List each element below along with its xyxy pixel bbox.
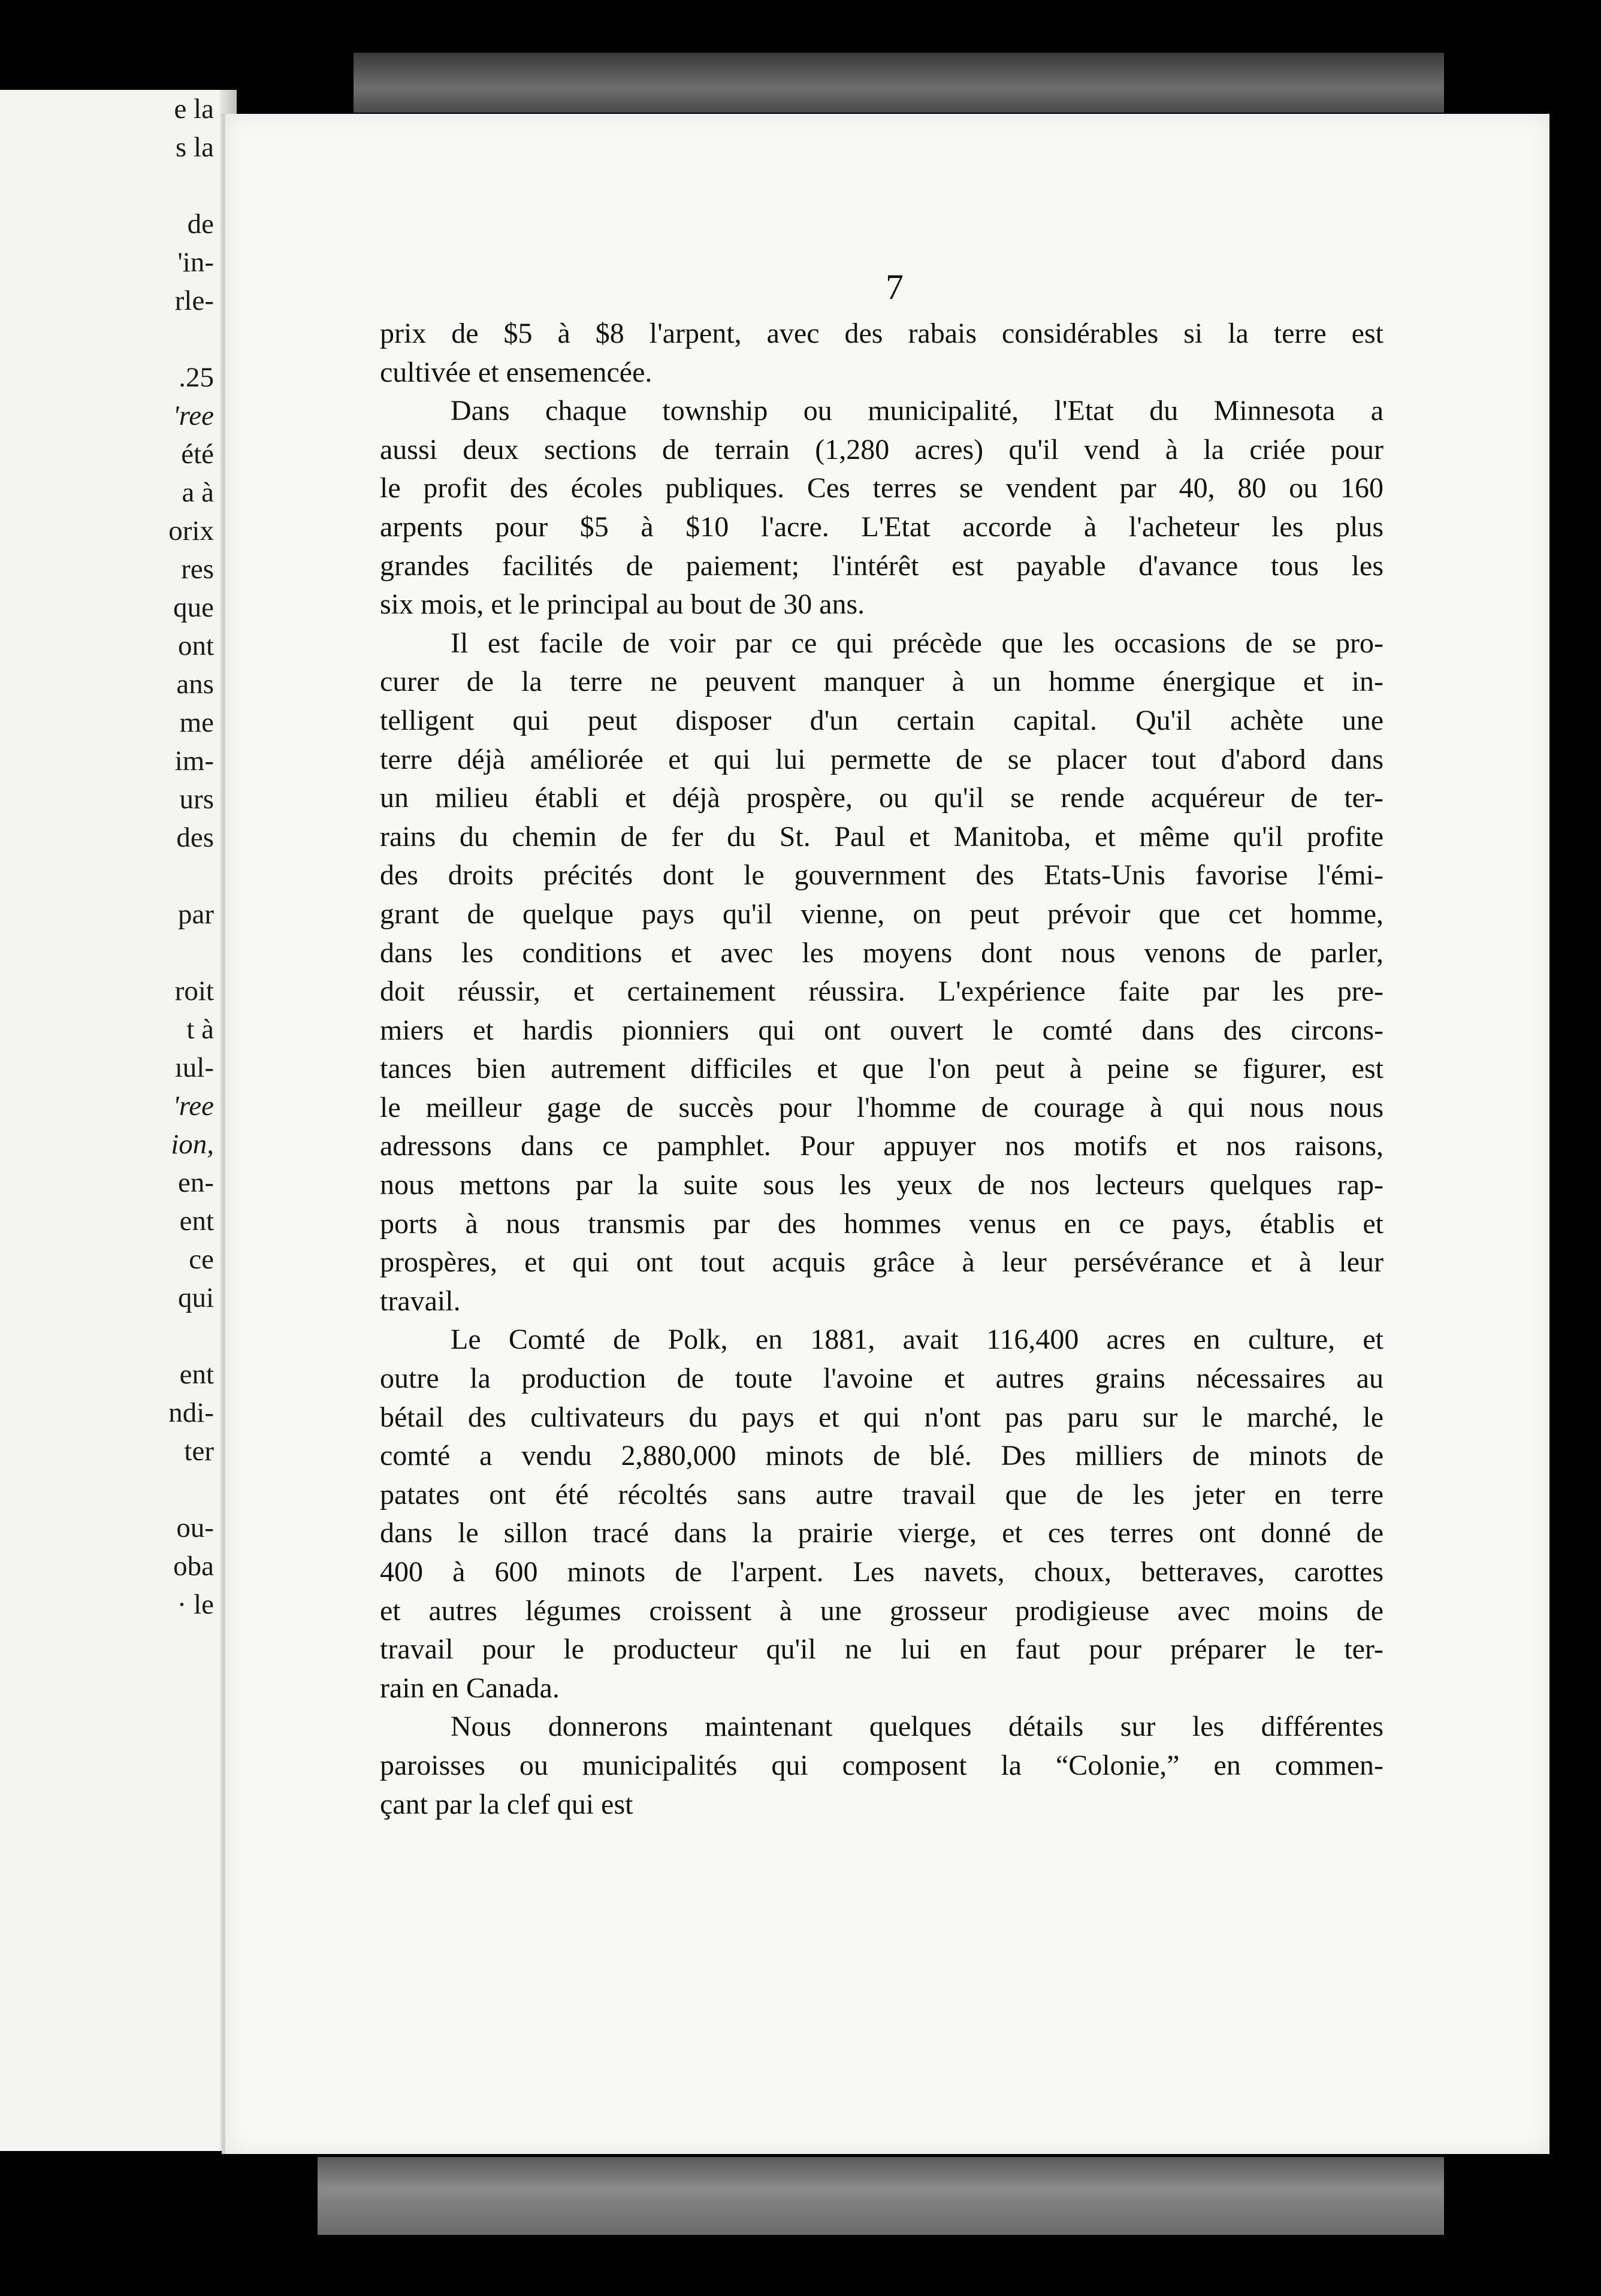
text-line: grandes facilités de paiement; l'intérêt est payable d'avance tous les bbox=[380, 549, 1383, 582]
text-line: et autres légumes croissent à une grosseur prodigieuse avec moins de bbox=[380, 1594, 1383, 1627]
left-fragment-line: res bbox=[181, 554, 214, 585]
left-fragment-line: été bbox=[181, 439, 214, 470]
text-line: çant par la clef qui est bbox=[380, 1788, 633, 1820]
text-line: six mois, et le principal au bout de 30 ans. bbox=[380, 588, 865, 621]
left-fragment-line: ter bbox=[184, 1436, 214, 1467]
text-line: des droits précités dont le gouvernment des Etats-Unis favorise l'émi- bbox=[380, 859, 1383, 892]
scanner-strip-top bbox=[354, 53, 1444, 113]
text-line: nous mettons par la suite sous les yeux de nos lecteurs quelques rap- bbox=[380, 1169, 1383, 1201]
left-fragment-line: ont bbox=[177, 630, 214, 661]
left-fragment-line: im- bbox=[174, 745, 214, 777]
left-fragment-line: ans bbox=[176, 669, 214, 700]
text-line: telligent qui peut disposer d'un certain capital. Qu'il achète une bbox=[380, 704, 1383, 736]
text-line: paroisses ou municipalités qui composent la “Colonie,” en commen- bbox=[380, 1749, 1383, 1781]
text-line: rain en Canada. bbox=[380, 1672, 560, 1704]
body-text bbox=[380, 315, 1383, 1824]
left-fragment-line bbox=[70, 320, 214, 358]
left-fragment-line bbox=[70, 1470, 214, 1509]
text-line: prix de $5 à $8 l'arpent, avec des rabais considérables si la terre est bbox=[380, 318, 1383, 349]
text-line: le meilleur gage de succès pour l'homme de courage à qui nous nous bbox=[380, 1091, 1383, 1123]
left-fragment-line: urs bbox=[179, 784, 214, 815]
text-line: dans le sillon tracé dans la prairie vierge, et ces terres ont donné de bbox=[380, 1517, 1383, 1549]
left-fragment-line: ent bbox=[179, 1359, 214, 1390]
text-line: outre la production de toute l'avoine et autres grains nécessaires au bbox=[380, 1363, 1383, 1395]
page-number: 7 bbox=[886, 267, 904, 307]
text-line: 400 à 600 minots de l'arpent. Les navets, choux, betteraves, carottes bbox=[380, 1556, 1383, 1588]
left-fragment-line: de bbox=[187, 209, 214, 240]
left-fragment-line: orix bbox=[168, 515, 214, 546]
left-fragment-line bbox=[70, 167, 214, 205]
text-line: rains du chemin de fer du St. Paul et Manitoba, et même qu'il profite bbox=[380, 820, 1383, 853]
left-fragment-line: a à bbox=[182, 477, 214, 508]
left-fragment-line: me bbox=[179, 707, 214, 738]
left-fragment-line: par bbox=[177, 899, 214, 930]
paragraph bbox=[380, 1708, 1383, 1824]
text-line: travail pour le producteur qu'il ne lui en faut pour préparer le ter- bbox=[380, 1633, 1383, 1666]
left-page-text-fragments bbox=[70, 90, 214, 1624]
scanner-strip-bottom bbox=[318, 2157, 1444, 2235]
left-fragment-line: que bbox=[173, 592, 214, 623]
text-line: Nous donnerons maintenant quelques détails sur les différentes bbox=[451, 1711, 1383, 1743]
left-fragment-line: oba bbox=[173, 1551, 214, 1582]
text-line: ports à nous transmis par des hommes venus en ce pays, établis et bbox=[380, 1207, 1383, 1240]
left-fragment-line: ent bbox=[179, 1206, 214, 1237]
paragraph bbox=[380, 392, 1383, 624]
left-fragment-line: rle- bbox=[174, 285, 214, 316]
text-line: arpents pour $5 à $10 l'acre. L'Etat accorde à l'acheteur les plus bbox=[380, 510, 1383, 543]
left-fragment-line: · le bbox=[177, 1589, 214, 1620]
left-fragment-line: roit bbox=[174, 975, 214, 1007]
left-fragment-line: qui bbox=[177, 1282, 214, 1313]
text-line: miers et hardis pionniers qui ont ouvert le comté dans des circons- bbox=[380, 1014, 1383, 1046]
left-fragment-line: ou- bbox=[176, 1512, 214, 1543]
left-fragment-line: 'ree bbox=[173, 1090, 214, 1122]
text-line: un milieu établi et déjà prospère, ou qu'il se rende acquéreur de ter- bbox=[380, 782, 1383, 814]
left-fragment-line bbox=[70, 1317, 214, 1355]
left-fragment-line: 'in- bbox=[177, 247, 214, 278]
text-line: tances bien autrement difficiles et que l'on peut à peine se figurer, est bbox=[380, 1053, 1383, 1085]
left-fragment-line bbox=[70, 857, 214, 895]
text-line: adressons dans ce pamphlet. Pour appuyer nos motifs et nos raisons, bbox=[380, 1130, 1383, 1162]
paragraph bbox=[380, 315, 1383, 392]
text-line: cultivée et ensemencée. bbox=[380, 356, 653, 388]
right-page bbox=[222, 114, 1549, 2154]
text-line: patates ont été récoltés sans autre travail que de les jeter en terre bbox=[380, 1478, 1383, 1510]
paragraph bbox=[380, 624, 1383, 1321]
text-line: comté a vendu 2,880,000 minots de blé. Des milliers de minots de bbox=[380, 1440, 1383, 1472]
left-fragment-line: ıul- bbox=[174, 1052, 214, 1083]
left-fragment-line: ion, bbox=[171, 1129, 214, 1160]
left-fragment-line: 'ree bbox=[173, 400, 214, 431]
text-line: Le Comté de Polk, en 1881, avait 116,400 acres en culture, et bbox=[451, 1324, 1383, 1356]
paragraph bbox=[380, 1321, 1383, 1708]
text-line: travail. bbox=[380, 1285, 461, 1317]
left-fragment-line: s la bbox=[176, 132, 214, 163]
left-fragment-line: t à bbox=[186, 1014, 214, 1045]
text-line: curer de la terre ne peuvent manquer à un homme énergique et in- bbox=[380, 666, 1383, 698]
left-fragment-line bbox=[70, 933, 214, 972]
text-line: terre déjà améliorée et qui lui permette de se placer tout d'abord dans bbox=[380, 743, 1383, 775]
text-line: prospères, et qui ont tout acquis grâce à leur persévérance et à leur bbox=[380, 1246, 1383, 1279]
left-fragment-line: des bbox=[176, 822, 214, 853]
left-fragment-line: ndi- bbox=[168, 1397, 214, 1428]
left-fragment-line: .25 bbox=[179, 362, 214, 393]
left-fragment-line: e la bbox=[174, 93, 214, 125]
text-line: bétail des cultivateurs du pays et qui n'ont pas paru sur le marché, le bbox=[380, 1401, 1383, 1433]
text-line: grant de quelque pays qu'il vienne, on peut prévoir que cet homme, bbox=[380, 898, 1383, 930]
text-line: dans les conditions et avec les moyens dont nous venons de parler, bbox=[380, 936, 1383, 969]
left-fragment-line: ce bbox=[189, 1244, 214, 1275]
left-fragment-line: en- bbox=[177, 1167, 214, 1198]
text-line: le profit des écoles publiques. Ces terres se vendent par 40, 80 ou 160 bbox=[380, 472, 1383, 504]
text-line: Il est facile de voir par ce qui précède que les occasions de se pro- bbox=[451, 627, 1383, 659]
left-page-edge bbox=[0, 90, 237, 2151]
text-line: Dans chaque township ou municipalité, l'Etat du Minnesota a bbox=[451, 395, 1383, 427]
text-line: doit réussir, et certainement réussira. L'expérience faite par les pre- bbox=[380, 975, 1383, 1008]
text-line: aussi deux sections de terrain (1,280 acres) qu'il vend à la criée pour bbox=[380, 433, 1383, 466]
